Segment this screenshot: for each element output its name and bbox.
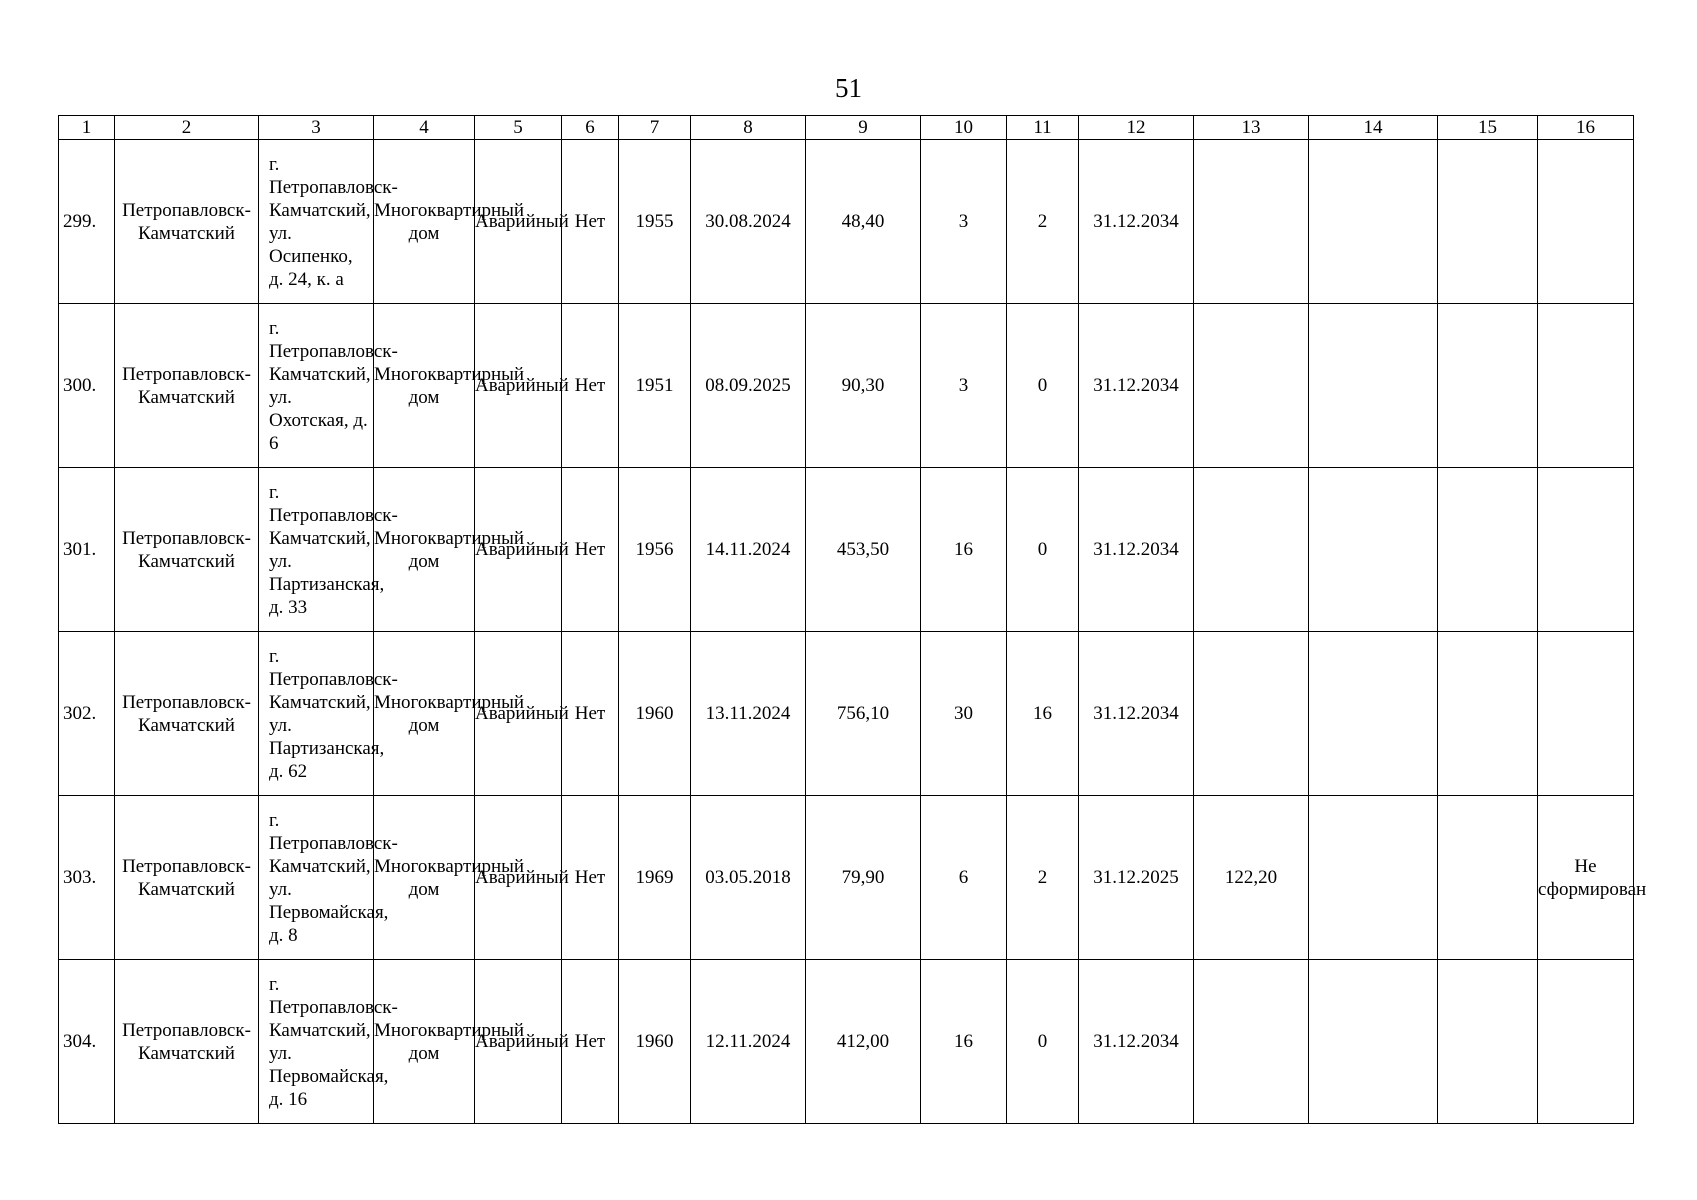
cell-value <box>1194 140 1309 304</box>
table-row <box>59 140 1634 304</box>
column-header: 7 <box>619 116 691 140</box>
header-row <box>59 116 1634 140</box>
cell-address: г. Петропавловск-Камчатский, ул. Первомайская, д. 8 <box>259 796 374 960</box>
cell-year: 1960 <box>619 960 691 1124</box>
column-header: 1 <box>59 116 115 140</box>
cell-date: 14.11.2024 <box>691 468 806 632</box>
cell-flag: Нет <box>562 468 619 632</box>
column-header: 15 <box>1438 116 1538 140</box>
column-header: 8 <box>691 116 806 140</box>
table-row <box>59 960 1634 1124</box>
cell-address: г. Петропавловск-Камчатский, ул. Партизанская, д. 62 <box>259 632 374 796</box>
column-header: 2 <box>115 116 259 140</box>
cell-note: Не сформирован <box>1538 796 1634 960</box>
cell-condition: Аварийный <box>475 632 562 796</box>
cell-count-a: 3 <box>921 304 1007 468</box>
cell-year: 1960 <box>619 632 691 796</box>
cell-col-15 <box>1438 632 1538 796</box>
cell-value <box>1194 468 1309 632</box>
cell-col-14 <box>1309 468 1438 632</box>
cell-note <box>1538 468 1634 632</box>
cell-count-a: 6 <box>921 796 1007 960</box>
cell-condition: Аварийный <box>475 468 562 632</box>
cell-note <box>1538 632 1634 796</box>
column-header: 3 <box>259 116 374 140</box>
cell-year: 1951 <box>619 304 691 468</box>
cell-area: 412,00 <box>806 960 921 1124</box>
cell-count-a: 30 <box>921 632 1007 796</box>
cell-count-b: 2 <box>1007 140 1079 304</box>
cell-value <box>1194 304 1309 468</box>
cell-deadline: 31.12.2034 <box>1079 632 1194 796</box>
cell-date: 13.11.2024 <box>691 632 806 796</box>
cell-count-a: 16 <box>921 960 1007 1124</box>
cell-row-number: 302. <box>59 632 115 796</box>
cell-col-15 <box>1438 304 1538 468</box>
cell-municipality: Петропавловск-Камчатский <box>115 140 259 304</box>
table-row <box>59 304 1634 468</box>
cell-col-15 <box>1438 468 1538 632</box>
column-header: 5 <box>475 116 562 140</box>
cell-year: 1955 <box>619 140 691 304</box>
cell-municipality: Петропавловск-Камчатский <box>115 468 259 632</box>
cell-condition: Аварийный <box>475 960 562 1124</box>
cell-deadline: 31.12.2034 <box>1079 468 1194 632</box>
cell-object-type: Многоквартирный дом <box>374 632 475 796</box>
cell-year: 1969 <box>619 796 691 960</box>
table-row <box>59 796 1634 960</box>
cell-row-number: 301. <box>59 468 115 632</box>
cell-address: г. Петропавловск-Камчатский, ул. Охотская, д. 6 <box>259 304 374 468</box>
cell-object-type: Многоквартирный дом <box>374 468 475 632</box>
column-header: 13 <box>1194 116 1309 140</box>
cell-deadline: 31.12.2034 <box>1079 304 1194 468</box>
cell-col-14 <box>1309 304 1438 468</box>
cell-col-14 <box>1309 796 1438 960</box>
cell-condition: Аварийный <box>475 140 562 304</box>
cell-count-b: 16 <box>1007 632 1079 796</box>
cell-col-14 <box>1309 632 1438 796</box>
cell-area: 90,30 <box>806 304 921 468</box>
cell-deadline: 31.12.2034 <box>1079 960 1194 1124</box>
cell-flag: Нет <box>562 796 619 960</box>
column-header: 12 <box>1079 116 1194 140</box>
cell-flag: Нет <box>562 960 619 1124</box>
cell-count-b: 2 <box>1007 796 1079 960</box>
housing-table <box>58 115 1647 1124</box>
table-row <box>59 632 1634 796</box>
cell-area: 48,40 <box>806 140 921 304</box>
cell-area: 756,10 <box>806 632 921 796</box>
cell-value <box>1194 632 1309 796</box>
column-header: 9 <box>806 116 921 140</box>
cell-row-number: 299. <box>59 140 115 304</box>
column-header: 4 <box>374 116 475 140</box>
cell-municipality: Петропавловск-Камчатский <box>115 960 259 1124</box>
column-header: 14 <box>1309 116 1438 140</box>
column-header: 11 <box>1007 116 1079 140</box>
cell-year: 1956 <box>619 468 691 632</box>
table-row <box>59 468 1634 632</box>
cell-count-a: 3 <box>921 140 1007 304</box>
column-header: 16 <box>1538 116 1634 140</box>
cell-row-number: 300. <box>59 304 115 468</box>
cell-object-type: Многоквартирный дом <box>374 796 475 960</box>
cell-col-15 <box>1438 140 1538 304</box>
cell-note <box>1538 960 1634 1124</box>
cell-count-a: 16 <box>921 468 1007 632</box>
cell-value: 122,20 <box>1194 796 1309 960</box>
table-body <box>59 140 1647 1124</box>
cell-row-number: 303. <box>59 796 115 960</box>
cell-value <box>1194 960 1309 1124</box>
cell-col-15 <box>1438 960 1538 1124</box>
cell-count-b: 0 <box>1007 960 1079 1124</box>
cell-col-14 <box>1309 960 1438 1124</box>
cell-date: 12.11.2024 <box>691 960 806 1124</box>
cell-municipality: Петропавловск-Камчатский <box>115 632 259 796</box>
cell-deadline: 31.12.2025 <box>1079 796 1194 960</box>
cell-count-b: 0 <box>1007 468 1079 632</box>
column-header: 10 <box>921 116 1007 140</box>
cell-municipality: Петропавловск-Камчатский <box>115 796 259 960</box>
cell-flag: Нет <box>562 632 619 796</box>
cell-date: 30.08.2024 <box>691 140 806 304</box>
cell-object-type: Многоквартирный дом <box>374 140 475 304</box>
page-number: 51 <box>835 73 862 103</box>
column-header: 6 <box>562 116 619 140</box>
cell-count-b: 0 <box>1007 304 1079 468</box>
cell-area: 453,50 <box>806 468 921 632</box>
cell-col-14 <box>1309 140 1438 304</box>
cell-address: г. Петропавловск-Камчатский, ул. Первомайская, д. 16 <box>259 960 374 1124</box>
cell-note <box>1538 140 1634 304</box>
cell-address: г. Петропавловск-Камчатский, ул. Осипенко, д. 24, к. а <box>259 140 374 304</box>
cell-row-number: 304. <box>59 960 115 1124</box>
cell-col-15 <box>1438 796 1538 960</box>
cell-area: 79,90 <box>806 796 921 960</box>
cell-object-type: Многоквартирный дом <box>374 304 475 468</box>
cell-condition: Аварийный <box>475 796 562 960</box>
cell-municipality: Петропавловск-Камчатский <box>115 304 259 468</box>
cell-address: г. Петропавловск-Камчатский, ул. Партизанская, д. 33 <box>259 468 374 632</box>
cell-object-type: Многоквартирный дом <box>374 960 475 1124</box>
cell-flag: Нет <box>562 304 619 468</box>
cell-date: 03.05.2018 <box>691 796 806 960</box>
cell-date: 08.09.2025 <box>691 304 806 468</box>
cell-deadline: 31.12.2034 <box>1079 140 1194 304</box>
cell-flag: Нет <box>562 140 619 304</box>
cell-condition: Аварийный <box>475 304 562 468</box>
cell-note <box>1538 304 1634 468</box>
